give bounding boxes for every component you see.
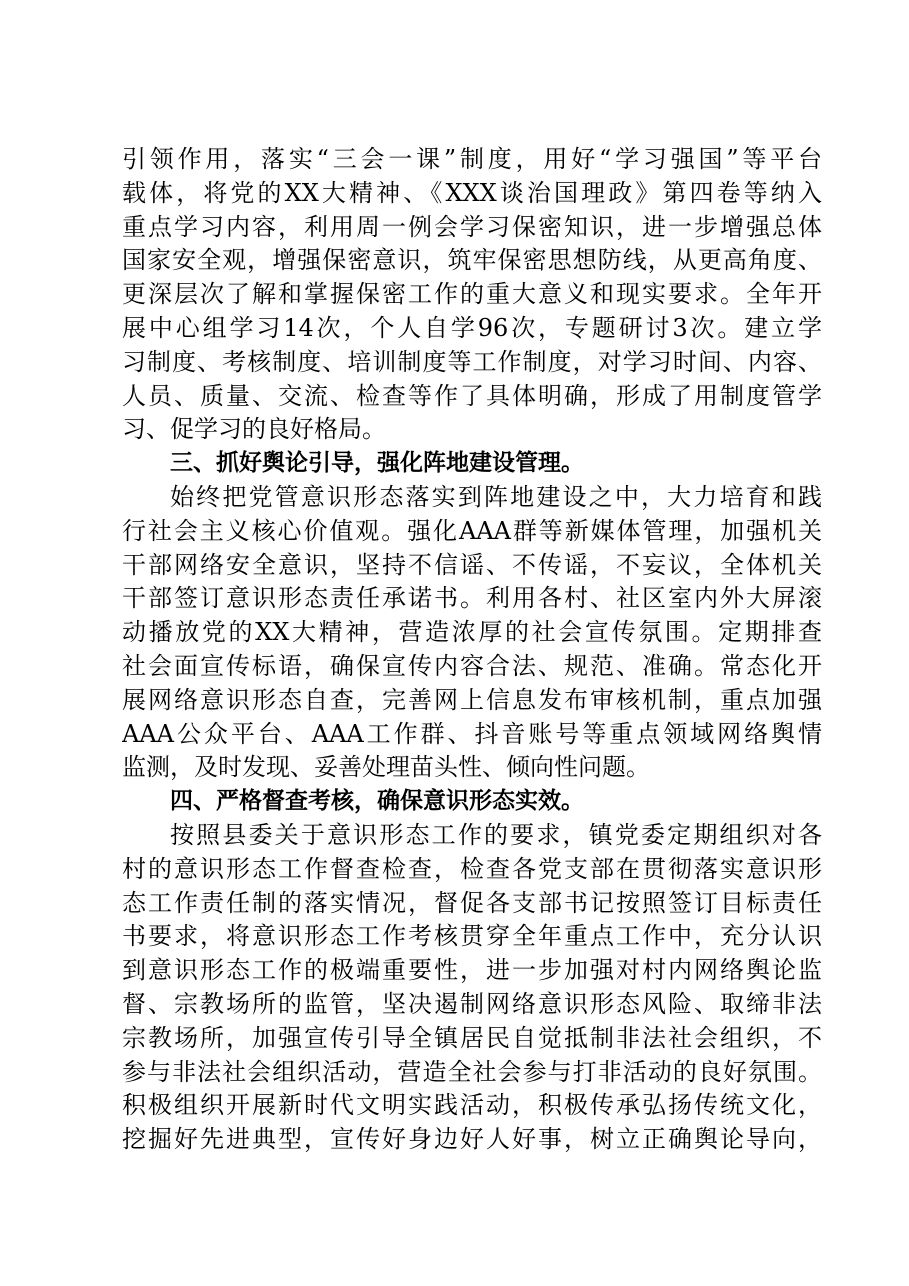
text-line: 展中心组学习14次，个人自学96次，专题研讨3次。建立学 [122,313,822,342]
text-line: 宗教场所，加强宣传引导全镇居民自觉抵制非法社会组织，不 [122,1023,822,1052]
text-line: 干部网络安全意识，坚持不信谣、不传谣，不妄议，全体机关 [122,550,822,579]
text-line: 习制度、考核制度、培训制度等工作制度，对学习时间、内容、 [122,347,822,376]
text-line: 始终把党管意识形态落实到阵地建设之中，大力培育和践 [170,482,822,511]
section-heading-4: 四、严格督查考核，确保意识形态实效。 [170,788,584,815]
body-paragraph [122,481,822,785]
text-line: 行社会主义核心价值观。强化AAA群等新媒体管理，加强机关 [122,516,822,545]
text-line: 国家安全观，增强保密意识，筑牢保密思想防线，从更高角度、 [122,246,822,275]
text-line: 书要求，将意识形态工作考核贯穿全年重点工作中，充分认识 [122,922,822,951]
text-line: 人员、质量、交流、检查等作了具体明确，形成了用制度管学 [122,381,822,410]
text-line: 干部签订意识形态责任承诺书。利用各村、社区室内外大屏滚 [122,584,822,613]
text-line: 动播放党的XX大精神，营造浓厚的社会宣传氛围。定期排查 [122,618,822,647]
document-page [122,143,822,1157]
text-line: 载体，将党的XX大精神、《XXX谈治国理政》第四卷等纳入 [122,178,822,207]
text-line: 更深层次了解和掌握保密工作的重大意义和现实要求。全年开 [122,280,822,309]
text-line: 挖掘好先进典型，宣传好身边好人好事，树立正确舆论导向， [122,1125,822,1154]
text-line: 村的意识形态工作督查检查，检查各党支部在贯彻落实意识形 [122,854,822,883]
text-line: 督、宗教场所的监管，坚决遏制网络意识形态风险、取缔非法 [122,989,822,1018]
text-line: 态工作责任制的落实情况，督促各支部书记按照签订目标责任 [122,888,822,917]
body-paragraph [122,143,822,447]
body-paragraph [122,819,822,1157]
text-line: 积极组织开展新时代文明实践活动，积极传承弘扬传统文化， [122,1091,822,1120]
text-line: 引领作用，落实“三会一课”制度，用好“学习强国”等平台 [122,145,822,173]
text-line: 按照县委关于意识形态工作的要求，镇党委定期组织对各 [170,820,822,849]
text-line: 监测，及时发现、妥善处理苗头性、倾向性问题。 [122,753,650,782]
section-heading-3: 三、抓好舆论引导，强化阵地建设管理。 [170,450,584,477]
text-line: 展网络意识形态自查，完善网上信息发布审核机制，重点加强 [122,685,822,714]
text-line: 重点学习内容，利用周一例会学习保密知识，进一步增强总体 [122,212,822,241]
text-line: 习、促学习的良好格局。 [122,415,386,444]
text-line: 社会面宣传标语，确保宣传内容合法、规范、准确。常态化开 [122,651,822,680]
text-line: 参与非法社会组织活动，营造全社会参与打非活动的良好氛围。 [122,1057,822,1086]
text-line: 到意识形态工作的极端重要性，进一步加强对村内网络舆论监 [122,956,822,985]
text-line: AAA公众平台、AAA工作群、抖音账号等重点领域网络舆情 [122,719,822,748]
